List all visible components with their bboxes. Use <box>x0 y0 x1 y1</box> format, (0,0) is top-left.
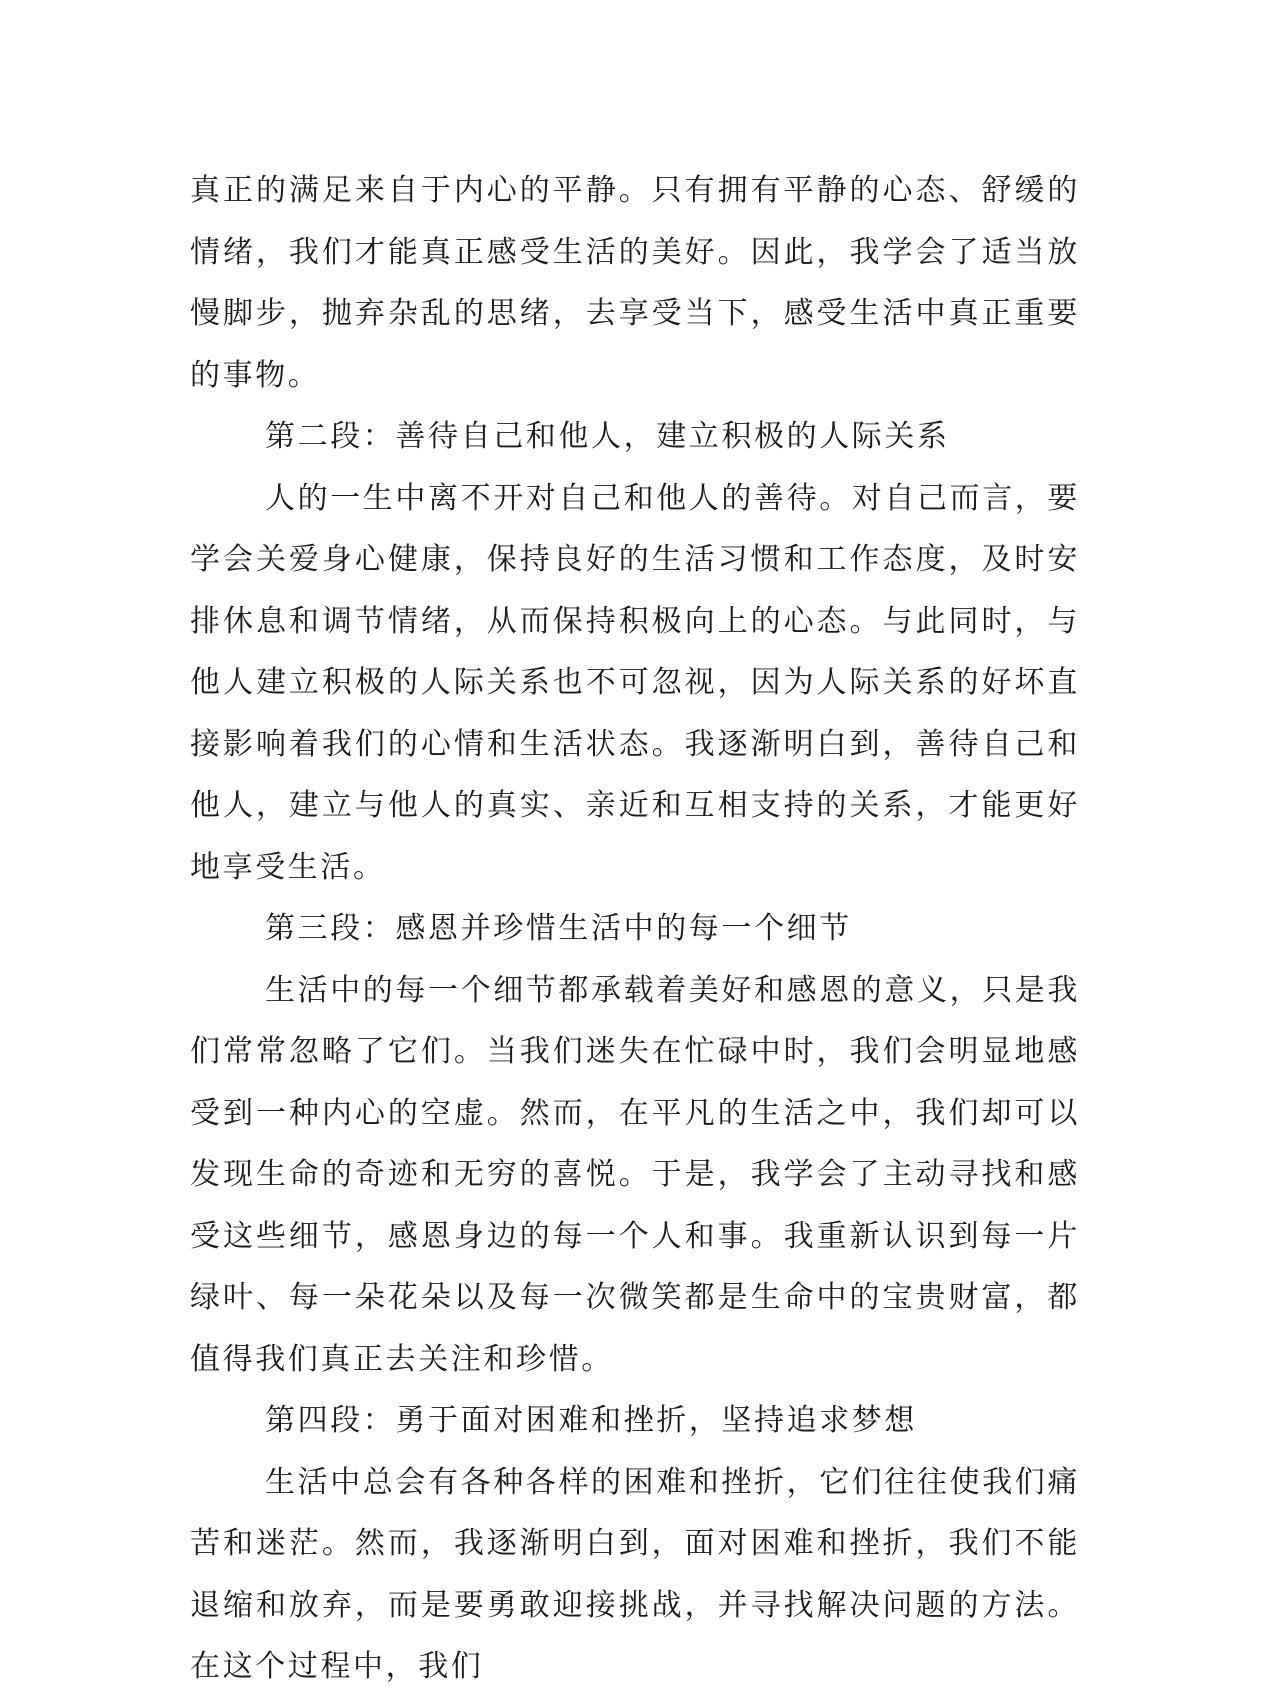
paragraph-section-3: 生活中的每一个细节都承载着美好和感恩的意义，只是我们常常忽略了它们。当我们迷失在忙碌中时，我们会明显地感受到一种内心的空虚。然而，在平凡的生活之中，我们却可以发现生命的奇迹和无穷的喜悦。于是，我学会了主动寻找和感受这些细节，感恩身边的每一个人和事。我重新认识到每一片绿叶、每一朵花朵以及每一次微笑都是生命中的宝贵财富，都值得我们真正去关注和珍惜。 <box>190 972 1080 1377</box>
section-heading-2: 第二段：善待自己和他人，建立积极的人际关系 <box>265 419 950 454</box>
document-body <box>190 160 1080 1698</box>
section-heading-3: 第三段：感恩并珍惜生活中的每一个细节 <box>265 911 852 946</box>
paragraph-section-2: 人的一生中离不开对自己和他人的善待。对自己而言，要学会关爱身心健康，保持良好的生活习惯和工作态度，及时安排休息和调节情绪，从而保持积极向上的心态。与此同时，与他人建立积极的人际关系也不可忽视，因为人际关系的好坏直接影响着我们的心情和生活状态。我逐渐明白到，善待自己和他人，建立与他人的真实、亲近和互相支持的关系，才能更好地享受生活。 <box>190 480 1080 885</box>
paragraph-section-4: 生活中总会有各种各样的困难和挫折，它们往往使我们痛苦和迷茫。然而，我逐渐明白到，面对困难和挫折，我们不能退缩和放弃，而是要勇敢迎接挑战，并寻找解决问题的方法。在这个过程中，我们 <box>190 1464 1080 1684</box>
section-heading-4: 第四段：勇于面对困难和挫折，坚持追求梦想 <box>265 1403 917 1438</box>
paragraph-continuation: 真正的满足来自于内心的平静。只有拥有平静的心态、舒缓的情绪，我们才能真正感受生活的美好。因此，我学会了适当放慢脚步，抛弃杂乱的思绪，去享受当下，感受生活中真正重要的事物。 <box>190 173 1080 393</box>
